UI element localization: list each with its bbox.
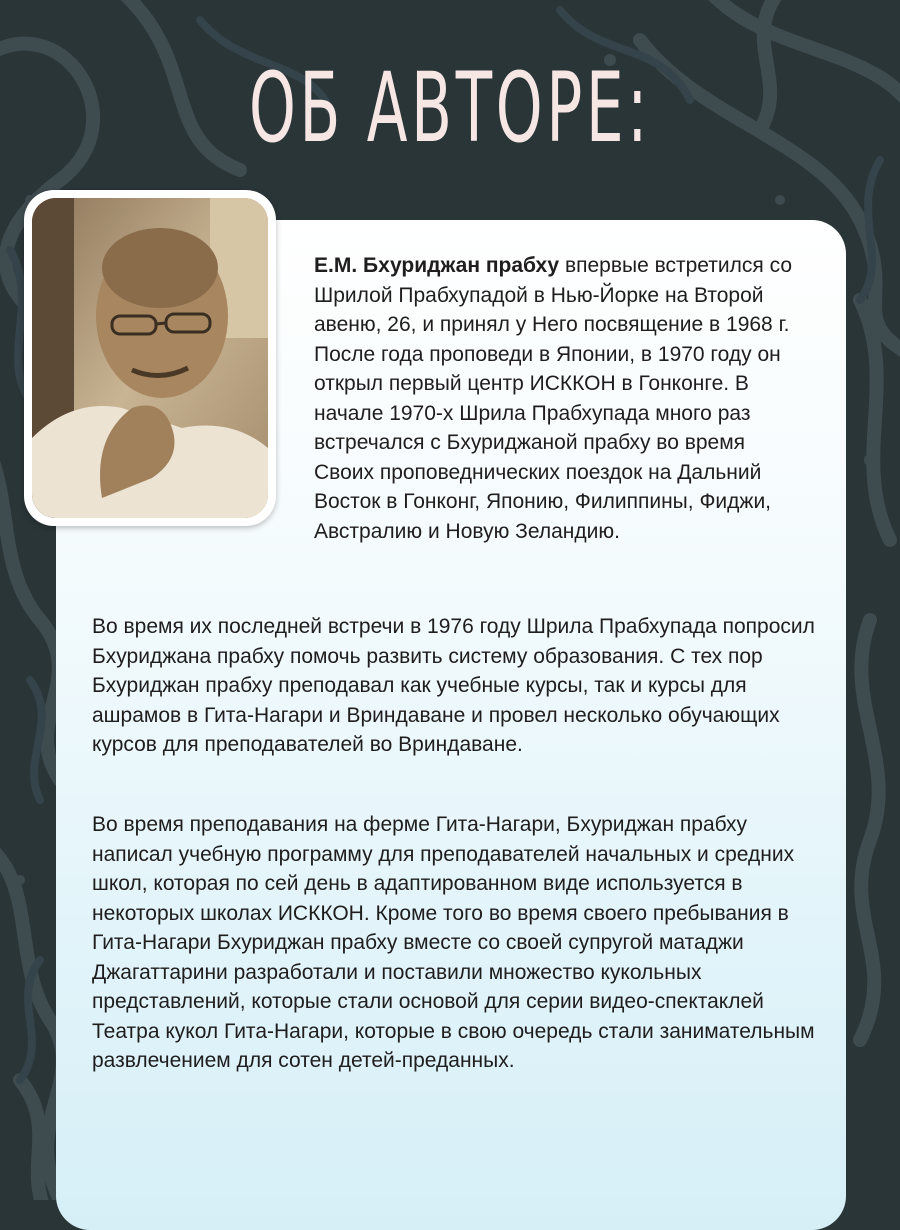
author-photo (32, 198, 268, 518)
author-portrait-photo (32, 198, 268, 518)
page-title: ОБ АВТОРЕ: (248, 52, 652, 164)
paragraph-last-meeting: Во время их последней встречи в 1976 году Шрила Прабхупада попросил Бхуриджана прабху помочь развить систему образования. С тех пор Бхуриджан прабху преподавал как учебные курсы, так и курсы для ашрамов в Гита-Нагари и Вриндаване и провел несколько обучающих курсов для преподавателей во Вриндаване. (92, 615, 815, 756)
intro-paragraph (314, 251, 804, 546)
author-name: Е.М. Бхуриджан прабху (314, 254, 560, 277)
intro-text: впервые встретился со Шрилой Прабхупадой в Нью-Йорке на Второй авеню, 26, и принял у Него посвящение в 1968 г. После года проповеди в Японии, в 1970 году он открыл первый центр ИСККОН в Гонконге. В начале 1970-х Шрила Прабхупада много раз встречался с Бхуриджаной прабху во время Своих проповеднических поездок на Дальний Восток в Гонконг, Японию, Филиппины, Фиджи, Австралию и Новую Зеландию. (314, 254, 793, 543)
paragraph-gita-nagari: Во время преподавания на ферме Гита-Нагари, Бхуриджан прабху написал учебную программу для преподавателей начальных и средних школ, которая по сей день в адаптированном виде используется в некоторых школах ИСККОН. Кроме того во время своего пребывания в Гита-Нагари Бхуриджан прабху вместе со своей супругой матаджи Джагаттарини разработали и поставили множество кукольных представлений, которые стали основой для серии видео-спектаклей Театра кукол Гита-Нагари, которые в свою очередь стали занимательным развлечением для сотен детей-преданных. (92, 813, 815, 1072)
author-photo-frame (24, 190, 276, 526)
